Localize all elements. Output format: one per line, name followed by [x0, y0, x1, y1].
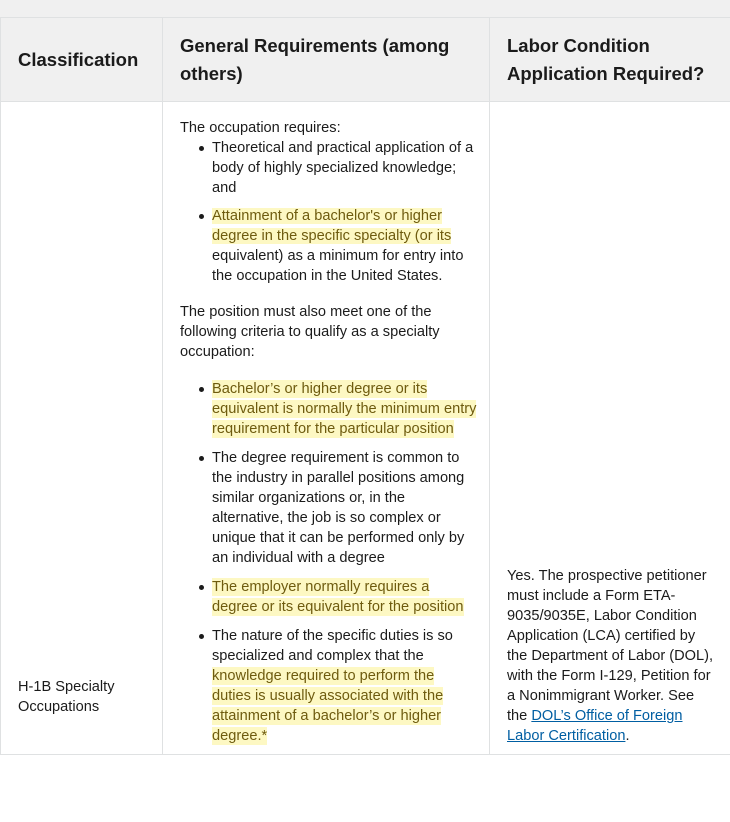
specialty-criteria-list — [180, 379, 477, 746]
header-lca-required: Labor Condition Application Required? — [490, 18, 730, 102]
top-background-strip — [0, 0, 730, 17]
list-item — [212, 138, 477, 198]
visa-requirements-table — [0, 17, 730, 755]
list-item — [212, 577, 477, 617]
dol-oflc-link[interactable]: DOL’s Office of Foreign Labor Certification — [507, 708, 683, 744]
list-item-text: The nature of the specific duties is so specialized and complex that the — [212, 628, 453, 664]
header-classification: Classification — [1, 18, 163, 102]
occupation-requires-intro: The occupation requires: — [180, 120, 341, 136]
lca-text: Yes. The prospective petitioner must include a Form ETA-9035/9035E, Labor Condition Application (LCA) certified by the Department of Labor (DOL), with the Form I-129, Petition for a Nonimmigrant Worker. See the — [507, 568, 714, 724]
list-item-text: The degree requirement is common to the industry in parallel positions among similar organizations or, in the alternative, the job is so complex or unique that it can be performed only by an individual with a degree — [212, 450, 465, 566]
list-item — [212, 448, 477, 568]
highlighted-text: Bachelor’s or higher degree or its equivalent is normally the minimum entry requirement for the particular position — [212, 381, 477, 437]
list-item-text: Theoretical and practical application of a body of highly specialized knowledge; and — [212, 140, 474, 196]
list-item — [212, 626, 477, 746]
highlighted-text: Attainment of a bachelor's or higher degree in the specific specialty (or its — [212, 208, 452, 244]
highlighted-text: The employer normally requires a degree or its equivalent for the position — [212, 579, 464, 615]
classification-cell — [1, 102, 163, 755]
table-row — [1, 102, 730, 755]
occupation-requirements-list — [180, 138, 477, 286]
criteria-intro: The position must also meet one of the following criteria to qualify as a specialty occupation: — [180, 304, 440, 360]
table-header-row — [1, 18, 730, 102]
requirements-cell — [163, 102, 490, 755]
lca-suffix: . — [625, 728, 630, 744]
highlighted-text: knowledge required to perform the duties is usually associated with the attainment of a bachelor’s or higher degree.* — [212, 668, 444, 744]
list-item — [212, 206, 477, 286]
list-item-text: equivalent) as a minimum for entry into the occupation in the United States. — [212, 248, 464, 284]
classification-text: H-1B Specialty Occupations — [18, 679, 115, 715]
lca-cell — [490, 102, 730, 755]
lca-answer — [507, 566, 714, 746]
header-general-requirements: General Requirements (among others) — [163, 18, 490, 102]
list-item — [212, 379, 477, 439]
